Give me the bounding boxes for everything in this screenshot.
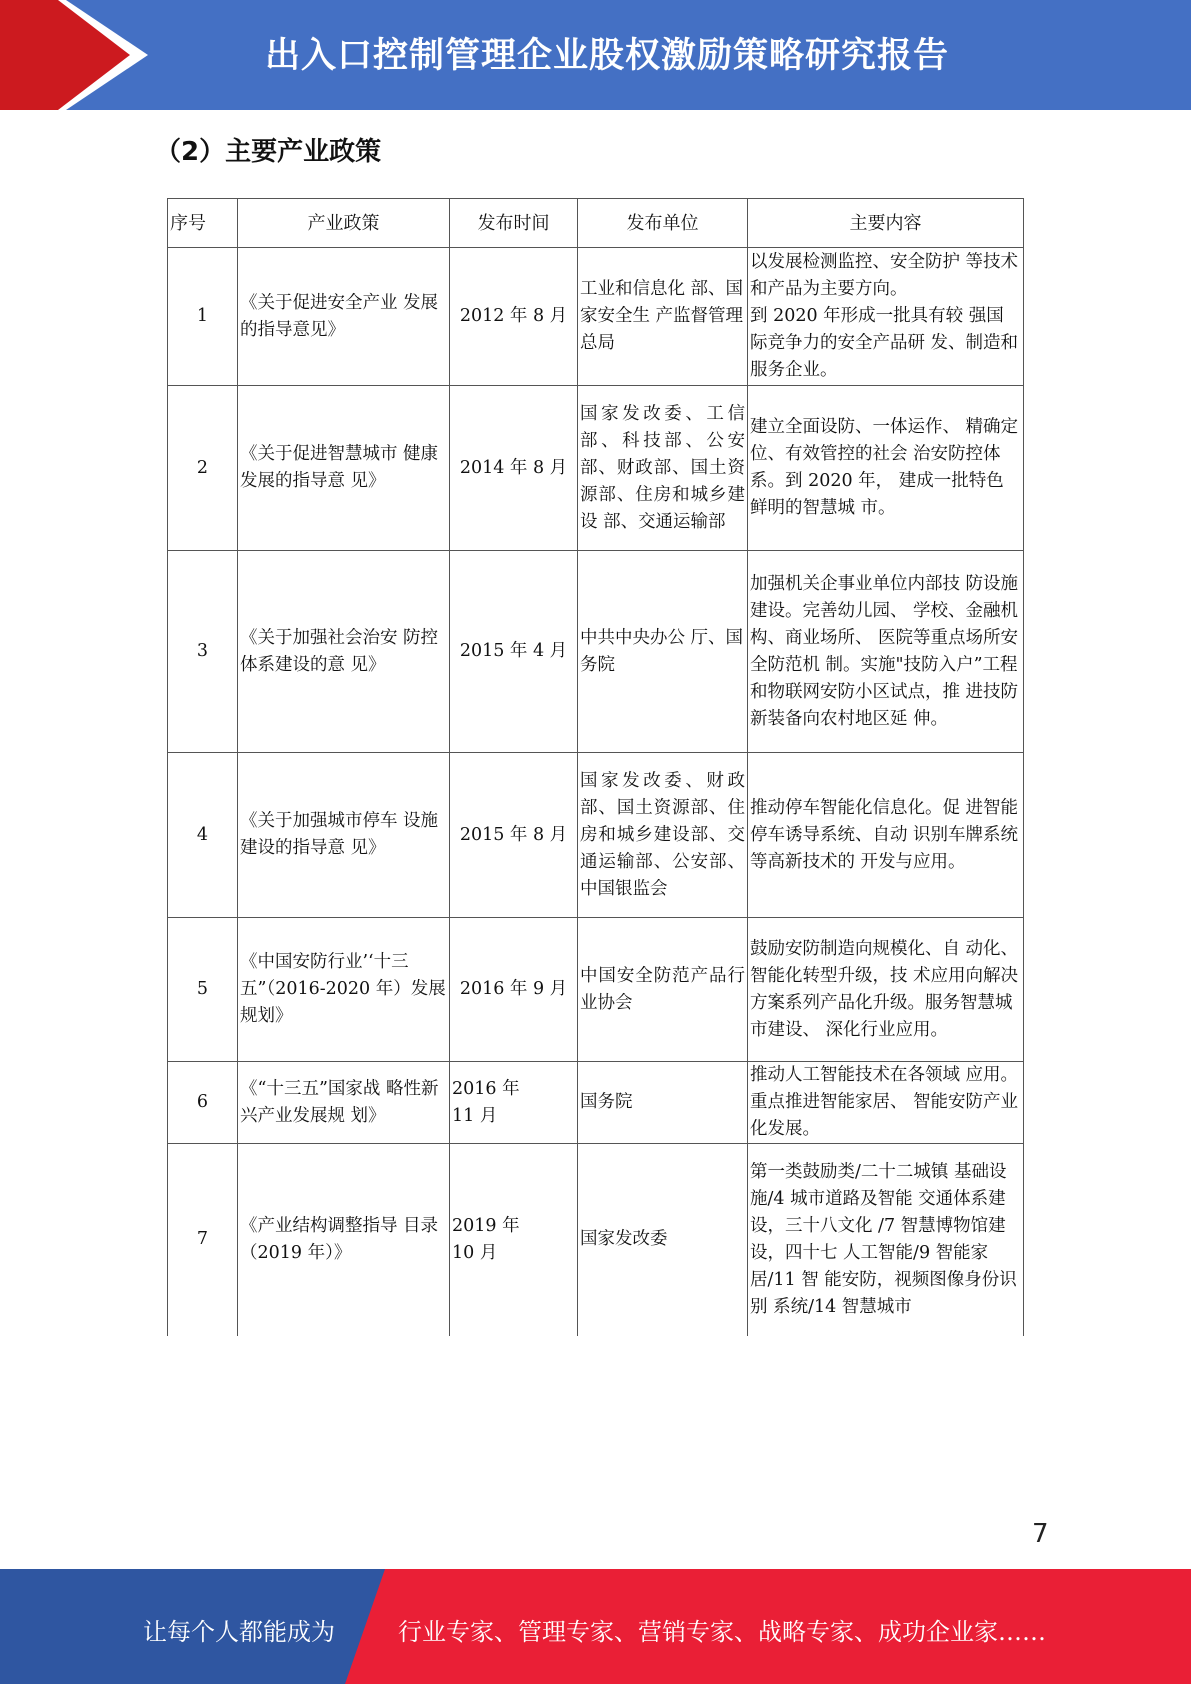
cell-no: 4 <box>168 753 238 918</box>
cell-content: 第一类鼓励类/二十二城镇 基础设施/4 城市道路及智能 交通体系建设，三十八文化 /7 智慧博物馆建设，四十七 人工智能/9 智能家居/11 智 能安防，视频图像身份识别 系统/14 智慧城市 <box>748 1144 1024 1336</box>
cell-policy: 《关于促进智慧城市 健康发展的指导意 见》 <box>238 386 450 551</box>
footer-slogan-left: 让每个人都能成为 <box>143 1618 335 1646</box>
page-footer <box>0 1569 1191 1684</box>
cell-content: 以发展检测监控、安全防护 等技术和产品为主要方向。 到 2020 年形成一批具有较 强国际竞争力的安全产品研 发、制造和服务企业。 <box>748 248 1024 386</box>
footer-slogan-right: 行业专家、管理专家、营销专家、战略专家、成功企业家…… <box>398 1618 1046 1646</box>
cell-date: 2015 年 4 月 <box>450 551 578 753</box>
cell-policy: 《关于加强城市停车 设施建设的指导意 见》 <box>238 753 450 918</box>
cell-no: 1 <box>168 248 238 386</box>
cell-no: 2 <box>168 386 238 551</box>
cell-policy: 《产业结构调整指导 目录（2019 年）》 <box>238 1144 450 1336</box>
column-header-content: 主要内容 <box>748 199 1024 248</box>
cell-no: 3 <box>168 551 238 753</box>
header-red-arrow-decoration <box>0 0 160 110</box>
cell-date: 2016 年 9 月 <box>450 918 578 1062</box>
column-header-policy: 产业政策 <box>238 199 450 248</box>
cell-unit: 国家发改委、工信部、科技部、公安部、财政部、国土资源部、住房和城乡建设 部、交通运输部 <box>578 386 748 551</box>
page-header <box>0 0 1191 110</box>
cell-date: 2015 年 8 月 <box>450 753 578 918</box>
cell-content: 建立全面设防、一体运作、 精确定位、有效管控的社会 治安防控体系。到 2020 年， 建成一批特色鲜明的智慧城 市。 <box>748 386 1024 551</box>
cell-no: 5 <box>168 918 238 1062</box>
column-header-unit: 发布单位 <box>578 199 748 248</box>
column-header-no: 序号 <box>168 199 238 248</box>
cell-policy: 《中国安防行业’‘十三五”（2016-2020 年）发展规划》 <box>238 918 450 1062</box>
section-title: （2）主要产业政策 <box>155 137 382 167</box>
cell-unit: 国家发改委 <box>578 1144 748 1336</box>
cell-policy: 《关于促进安全产业 发展的指导意见》 <box>238 248 450 386</box>
cell-content: 推动人工智能技术在各领域 应用。重点推进智能家居、 智能安防产业化发展。 <box>748 1062 1024 1144</box>
cell-date: 2012 年 8 月 <box>450 248 578 386</box>
cell-content: 推动停车智能化信息化。促 进智能停车诱导系统、自动 识别车牌系统等高新技术的 开发与应用。 <box>748 753 1024 918</box>
table-row <box>168 753 1024 918</box>
cell-no: 7 <box>168 1144 238 1336</box>
cell-no: 6 <box>168 1062 238 1144</box>
table-row <box>168 1144 1024 1336</box>
cell-unit: 国家发改委、财政部、国土资源部、住房和城乡建设部、交通运输部、公安部、中国银监会 <box>578 753 748 918</box>
report-title: 出入口控制管理企业股权激励策略研究报告 <box>265 36 950 76</box>
cell-content: 加强机关企事业单位内部技 防设施建设。完善幼儿园、 学校、金融机构、商业场所、 医院等重点场所安全防范机 制。实施"技防入户”工程 和物联网安防小区试点，推 进技防新装备向农村地区延 伸。 <box>748 551 1024 753</box>
table-row <box>168 551 1024 753</box>
cell-content: 鼓励安防制造向规模化、自 动化、智能化转型升级，技 术应用向解决方案系列产品化升级。服务智慧城市建设、 深化行业应用。 <box>748 918 1024 1062</box>
table-row <box>168 248 1024 386</box>
cell-unit: 中国安全防范产品行业协会 <box>578 918 748 1062</box>
cell-unit: 中共中央办公 厅、国务院 <box>578 551 748 753</box>
cell-date: 2019 年 10 月 <box>450 1144 578 1336</box>
cell-policy: 《“十三五”国家战 略性新兴产业发展规 划》 <box>238 1062 450 1144</box>
table-row <box>168 386 1024 551</box>
cell-date: 2014 年 8 月 <box>450 386 578 551</box>
column-header-date: 发布时间 <box>450 199 578 248</box>
page-number: 7 <box>1032 1519 1049 1549</box>
cell-unit: 工业和信息化 部、国家安全生 产监督管理总局 <box>578 248 748 386</box>
cell-policy: 《关于加强社会治安 防控体系建设的意 见》 <box>238 551 450 753</box>
table-row <box>168 918 1024 1062</box>
table-header-row <box>168 199 1024 248</box>
cell-unit: 国务院 <box>578 1062 748 1144</box>
cell-date: 2016 年 11 月 <box>450 1062 578 1144</box>
table-row <box>168 1062 1024 1144</box>
policy-table <box>167 198 1024 1336</box>
